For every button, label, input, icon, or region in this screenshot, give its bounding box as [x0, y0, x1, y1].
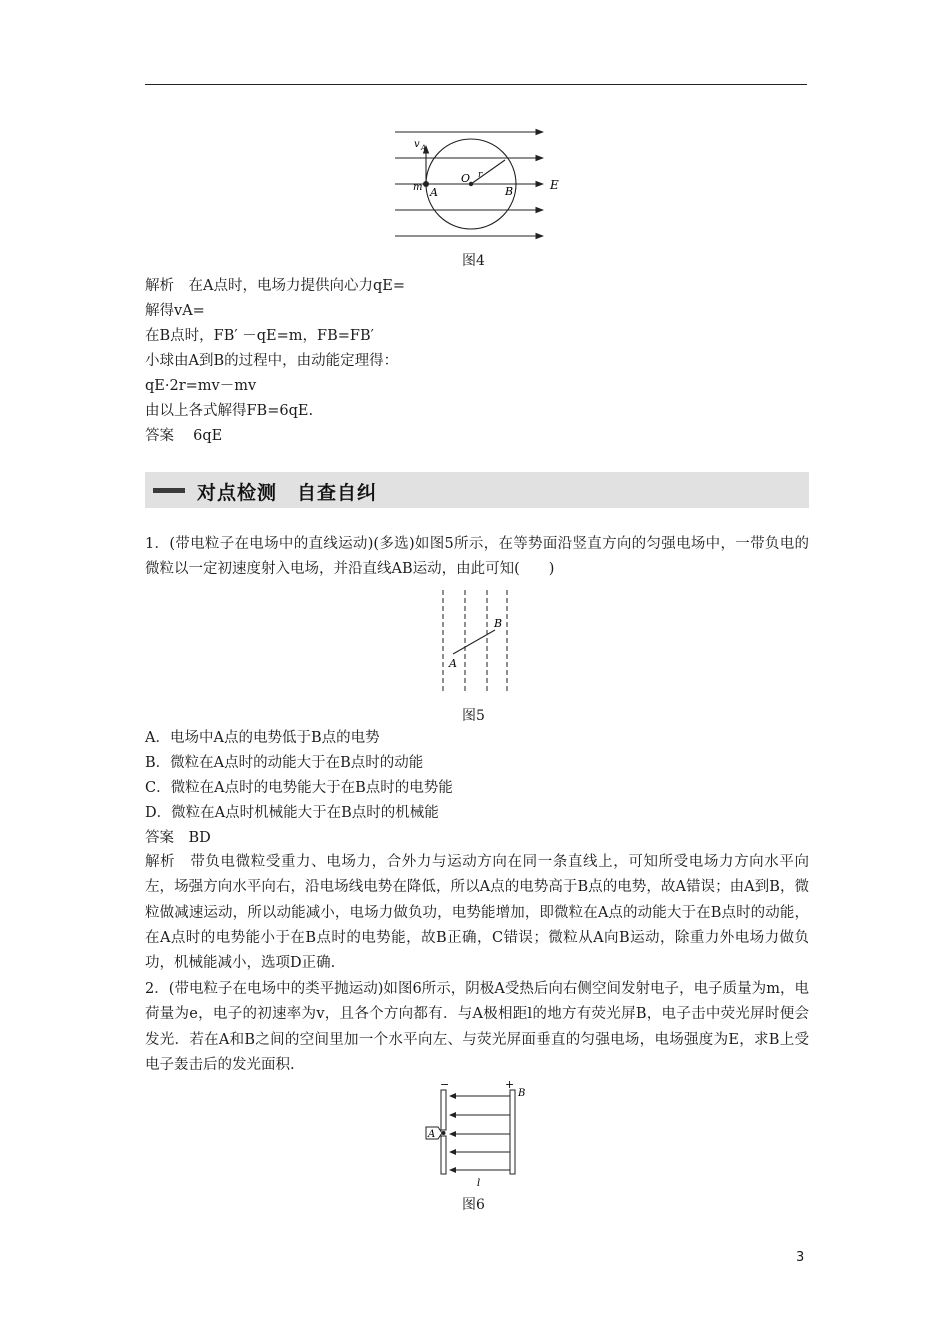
solution-line-2: 解得vA=: [145, 303, 205, 319]
fig6-label-l: l: [477, 1178, 481, 1188]
header-rule: [145, 84, 807, 85]
fig4-label-va-sub: A: [421, 144, 427, 152]
section-header: [145, 472, 809, 508]
page-number: 3: [796, 1250, 805, 1265]
fig5-label-a: A: [449, 657, 457, 670]
figure-4-caption: 图4: [462, 253, 485, 269]
q1-option-d: D．微粒在A点时机械能大于在B点时的机械能: [145, 805, 439, 821]
fig4-label-r: r: [478, 170, 483, 180]
figure-4-diagram: [385, 122, 575, 246]
question-1-stem: 1．(带电粒子在电场中的直线运动)(多选)如图5所示，在等势面沿竖直方向的匀强电场中，一带负电的微粒以一定初速度射入电场，并沿直线AB运动，由此可知( ): [145, 536, 809, 578]
solution-line-5: qE·2r=mv－mv: [145, 378, 257, 394]
fig6-label-plus: +: [505, 1080, 515, 1091]
q1-analysis: 解析 带负电微粒受重力、电场力，合外力与运动方向在同一条直线上，可知所受电场力方向水平向左，场强方向水平向右，沿电场线电势在降低，所以A点的电势高于B点的电势，故A错误；由A到B，微粒做减速运动，所以动能减小，电场力做负功，电势能增加，即微粒在A点的动能大于在B点时的动能，在A点时的电势能小于在B点时的电势能，故B正确，C错误；微粒从A向B运动，除重力外电场力做负功，机械能减小，选项D正确.: [145, 854, 809, 972]
q1-option-c: C．微粒在A点时的电势能大于在B点时的电势能: [145, 780, 453, 796]
q1-option-b: B．微粒在A点时的动能大于在B点时的动能: [145, 755, 424, 771]
fig6-label-minus: −: [440, 1080, 450, 1091]
solution-line-3: 在B点时，FB′ －qE=m，FB=FB′: [145, 328, 374, 344]
solution-answer: 答案 6qE: [145, 428, 223, 444]
fig4-label-o: O: [461, 172, 471, 185]
section-title: 对点检测 自查自纠: [197, 482, 378, 504]
solution-line-4: 小球由A到B的过程中，由动能定理得：: [145, 353, 399, 369]
q1-option-a: A．电场中A点的电势低于B点的电势: [145, 730, 380, 746]
figure-6-caption: 图6: [462, 1197, 485, 1213]
figure-5-caption: 图5: [462, 708, 485, 724]
fig4-label-e: E: [550, 178, 559, 192]
fig4-label-m: m: [413, 182, 423, 193]
figure-6-diagram: [422, 1080, 532, 1188]
fig4-label-va: v: [414, 139, 420, 150]
question-2-stem: 2．(带电粒子在电场中的类平抛运动)如图6所示，阴极A受热后向右侧空间发射电子，电子质量为m，电荷量为e，电子的初速率为v，且各个方向都有．与A极相距l的地方有荧光屏B，电子击中荧光屏时便会发光．若在A和B之间的空间里加一个水平向左、与荧光屏面垂直的匀强电场，电场强度为E，求B上受电子轰击后的发光面积.: [145, 981, 809, 1073]
solution-line-1: 解析 在A点时，电场力提供向心力qE=: [145, 278, 405, 294]
fig6-label-b: B: [518, 1088, 526, 1099]
fig4-label-a: A: [430, 186, 438, 199]
section-dash: [153, 488, 185, 493]
solution-line-6: 由以上各式解得FB=6qE.: [145, 403, 314, 419]
fig6-label-a: A: [428, 1129, 436, 1140]
q1-answer: 答案 BD: [145, 830, 211, 846]
fig4-label-b: B: [505, 185, 514, 198]
fig5-label-b: B: [494, 617, 503, 630]
figure-5-diagram: [435, 588, 515, 694]
